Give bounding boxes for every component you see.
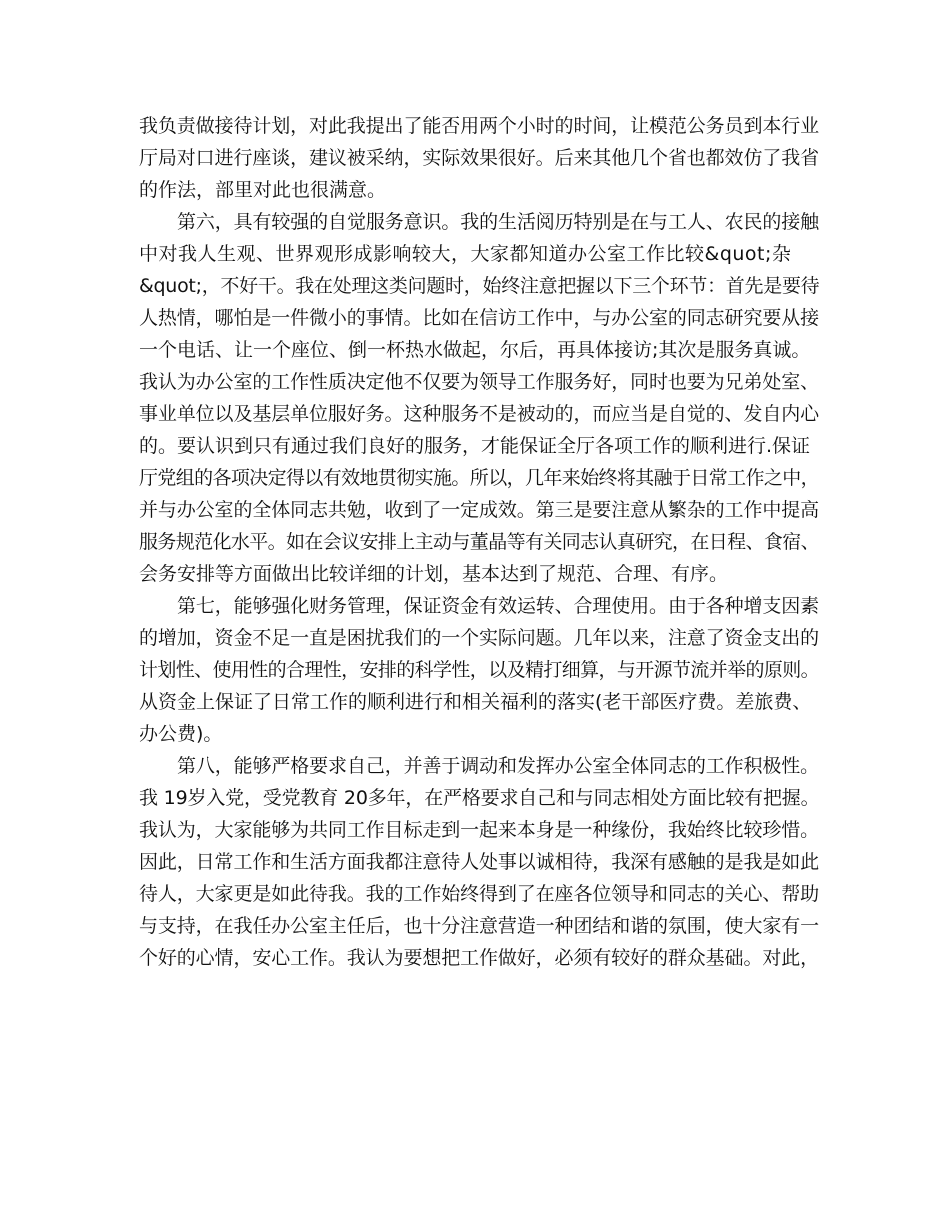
- text-line: 服务规范化水平。如在会议安排上主动与董晶等有关同志认真研究，在日程、食宿、: [139, 531, 820, 553]
- text-line: 计划性、使用性的合理性，安排的科学性，以及精打细算，与开源节流并举的原则。: [139, 659, 820, 681]
- text-line: 第六，具有较强的自觉服务意识。我的生活阅历特别是在与工人、农民的接触: [177, 211, 820, 233]
- text-line: 厅党组的各项决定得以有效地贯彻实施。所以，几年来始终将其融于日常工作之中，: [139, 467, 820, 489]
- text-line: 厅局对口进行座谈，建议被采纳，实际效果很好。后来其他几个省也都效仿了我省: [139, 147, 820, 169]
- text-line: 我认为办公室的工作性质决定他不仅要为领导工作服务好，同时也要为兄弟处室、: [139, 371, 820, 393]
- text-line: 从资金上保证了日常工作的顺利进行和相关福利的落实(老干部医疗费。差旅费、: [139, 691, 812, 713]
- text-line: 办公费)。: [139, 723, 223, 745]
- text-line: 我认为，大家能够为共同工作目标走到一起来本身是一种缘份，我始终比较珍惜。: [139, 819, 820, 841]
- text-line: 人热情，哪怕是一件微小的事情。比如在信访工作中，与办公室的同志研究要从接: [139, 307, 820, 329]
- body-text: [139, 110, 819, 974]
- text-line: 我负责做接待计划，对此我提出了能否用两个小时的时间，让模范公务员到本行业: [139, 115, 820, 137]
- text-line: 一个电话、让一个座位、倒一杯热水做起，尔后，再具体接访;其次是服务真诚。: [139, 339, 811, 361]
- text-line: 并与办公室的全体同志共勉，收到了一定成效。第三是要注意从繁杂的工作中提高: [139, 499, 820, 521]
- text-line: 我 19岁入党，受党教育 20多年，在严格要求自己和与同志相处方面比较有把握。: [139, 787, 820, 809]
- text-line: 因此，日常工作和生活方面我都注意待人处事以诚相待，我深有感触的是我是如此: [139, 851, 820, 873]
- text-line: 事业单位以及基层单位服好务。这种服务不是被动的，而应当是自觉的、发自内心: [139, 403, 820, 425]
- text-line: 会务安排等方面做出比较详细的计划，基本达到了规范、合理、有序。: [139, 563, 729, 585]
- text-line: 的增加，资金不足一直是困扰我们的一个实际问题。几年以来，注意了资金支出的: [139, 627, 820, 649]
- text-line: 的。要认识到只有通过我们良好的服务，才能保证全厅各项工作的顺利进行.保证: [139, 435, 811, 457]
- text-line: 个好的心情，安心工作。我认为要想把工作做好，必须有较好的群众基础。对此，: [139, 947, 820, 969]
- text-line: 待人，大家更是如此待我。我的工作始终得到了在座各位领导和同志的关心、帮助: [139, 883, 820, 905]
- text-line: &quot;，不好干。我在处理这类问题时，始终注意把握以下三个环节：首先是要待: [139, 275, 820, 297]
- text-line: 第七，能够强化财务管理，保证资金有效运转、合理使用。由于各种增支因素: [177, 595, 820, 617]
- text-line: 的作法，部里对此也很满意。: [139, 179, 387, 201]
- text-line: 与支持，在我任办公室主任后，也十分注意营造一种团结和谐的氛围，使大家有一: [139, 915, 820, 937]
- text-line: 第八，能够严格要求自己，并善于调动和发挥办公室全体同志的工作积极性。: [177, 755, 820, 777]
- text-line: 中对我人生观、世界观形成影响较大，大家都知道办公室工作比较&quot;杂: [139, 243, 792, 265]
